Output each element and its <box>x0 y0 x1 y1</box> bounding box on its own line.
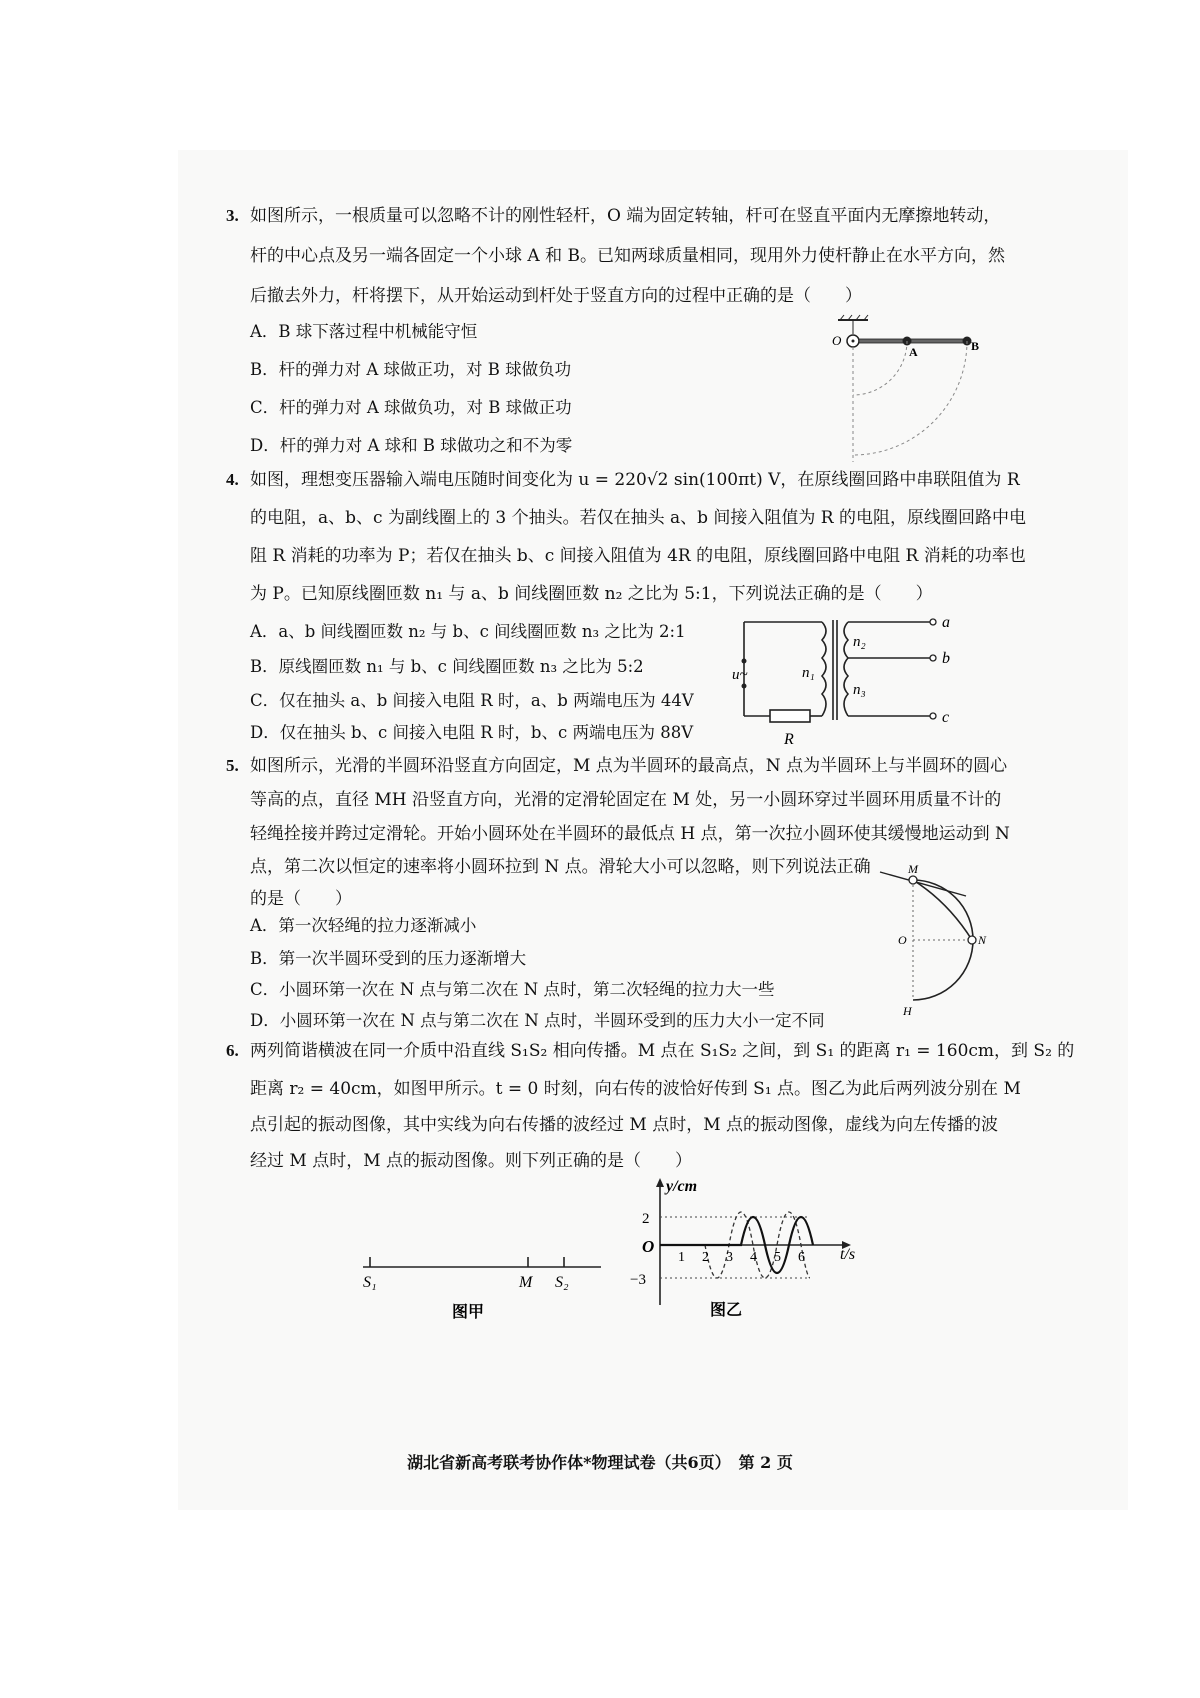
label-b: B <box>971 339 980 353</box>
q3-rod-figure <box>820 312 990 472</box>
label-h: H <box>903 1004 912 1018</box>
stem-line: 如图，理想变压器输入端电压随时间变化为 u = 220√2 sin(100πt) V，在原线圈回路中串联阻值为 R <box>250 470 1020 490</box>
option-b: B．杆的弹力对 A 球做正功，对 B 球做负功 <box>250 360 572 379</box>
x-axis-label: t/s <box>840 1246 856 1263</box>
y-tick-2: 2 <box>642 1211 650 1227</box>
label-a: a <box>942 614 950 631</box>
label-u: u~ <box>732 667 748 683</box>
stem-line: 点引起的振动图像，其中实线为向右传播的波经过 M 点时，M 点的振动图像，虚线为向左传播的波 <box>250 1115 999 1135</box>
caption-jia: 图甲 <box>452 1304 485 1321</box>
origin-label: O <box>642 1237 655 1256</box>
option-b: B．原线圈匝数 n₁ 与 b、c 间线圈匝数 n₃ 之比为 5:2 <box>250 657 644 676</box>
question-number: 3. <box>226 206 239 225</box>
x-tick-2: 2 <box>702 1250 709 1265</box>
label-m: M <box>519 1274 533 1291</box>
stem-line: 经过 M 点时，M 点的振动图像。则下列正确的是（ ） <box>250 1151 693 1171</box>
stem-line: 等高的点，直径 MH 沿竖直方向，光滑的定滑轮固定在 M 处，另一小圆环穿过半圆环用质量不计的 <box>250 790 1002 810</box>
option-d: D．杆的弹力对 A 球和 B 球做功之和不为零 <box>250 436 573 455</box>
label-r: R <box>784 731 794 746</box>
label-c: c <box>942 709 950 726</box>
label-s2: S₂ <box>555 1274 569 1291</box>
x-tick-6: 6 <box>798 1250 805 1265</box>
question-number: 6. <box>226 1041 239 1060</box>
x-tick-5: 5 <box>774 1250 781 1265</box>
label-n3: n₃ <box>853 682 866 698</box>
question-number: 4. <box>226 470 239 489</box>
option-a: A．a、b 间线圈匝数 n₂ 与 b、c 间线圈匝数 n₃ 之比为 2:1 <box>250 622 686 641</box>
stem-line: 两列简谐横波在同一介质中沿直线 S₁S₂ 相向传播。M 点在 S₁S₂ 之间，到 S₁ 的距离 r₁ = 160cm，到 S₂ 的 <box>250 1041 1075 1061</box>
stem-line: 如图所示，光滑的半圆环沿竖直方向固定，M 点为半圆环的最高点，N 点为半圆环上与半圆环的圆心 <box>250 756 1008 776</box>
option-c: C．仅在抽头 a、b 间接入电阻 R 时，a、b 两端电压为 44V <box>250 691 694 710</box>
stem-line: 阻 R 消耗的功率为 P；若仅在抽头 b、c 间接入阻值为 4R 的电阻，原线圈回路中电阻 R 消耗的功率也 <box>250 546 1026 566</box>
stem-line: 为 P。已知原线圈匝数 n₁ 与 a、b 间线圈匝数 n₂ 之比为 5:1，下列说法正确的是（ ） <box>250 584 933 604</box>
label-s1: S₁ <box>363 1274 377 1291</box>
label-m: M <box>908 862 918 876</box>
label-n1: n₁ <box>802 665 815 681</box>
label-b: b <box>942 650 950 667</box>
q6-figure-jia <box>355 1245 615 1325</box>
x-tick-3: 3 <box>726 1250 733 1265</box>
option-d: D．仅在抽头 b、c 间接入电阻 R 时，b、c 两端电压为 88V <box>250 723 694 742</box>
option-a: A．B 球下落过程中机械能守恒 <box>250 322 478 341</box>
label-n2: n₂ <box>853 634 866 650</box>
question-number: 5. <box>226 756 239 775</box>
label-o: O <box>898 933 907 947</box>
y-axis-label: y/cm <box>666 1178 698 1195</box>
x-tick-1: 1 <box>678 1250 685 1265</box>
option-c: C．小圆环第一次在 N 点与第二次在 N 点时，第二次轻绳的拉力大一些 <box>250 980 775 999</box>
y-tick-neg3: −3 <box>630 1272 646 1288</box>
stem-line: 的是（ ） <box>250 889 352 909</box>
option-d: D．小圆环第一次在 N 点与第二次在 N 点时，半圆环受到的压力大小一定不同 <box>250 1011 825 1030</box>
x-tick-4: 4 <box>750 1250 757 1265</box>
option-b: B．第一次半圆环受到的压力逐渐增大 <box>250 949 527 968</box>
q6-figure-yi <box>620 1175 870 1320</box>
stem-line: 如图所示，一根质量可以忽略不计的刚性轻杆，O 端为固定转轴，杆可在竖直平面内无摩擦地转动， <box>250 206 1001 226</box>
q4-transformer-figure <box>730 606 970 746</box>
page-footer: 湖北省新高考联考协作体*物理试卷（共6页） 第 2 页 <box>407 1453 793 1472</box>
stem-line: 距离 r₂ = 40cm，如图甲所示。t = 0 时刻，向右传的波恰好传到 S₁ 点。图乙为此后两列波分别在 M <box>250 1079 1021 1099</box>
caption-yi: 图乙 <box>710 1302 743 1319</box>
label-o: O <box>832 333 842 348</box>
option-c: C．杆的弹力对 A 球做负功，对 B 球做正功 <box>250 398 572 417</box>
q5-semicircle-figure <box>870 860 990 1020</box>
stem-line: 杆的中心点及另一端各固定一个小球 A 和 B。已知两球质量相同，现用外力使杆静止在水平方向，然 <box>250 246 1005 266</box>
label-a: A <box>909 345 918 359</box>
stem-line: 的电阻，a、b、c 为副线圈上的 3 个抽头。若仅在抽头 a、b 间接入阻值为 R 的电阻，原线圈回路中电 <box>250 508 1026 528</box>
stem-line: 后撤去外力，杆将摆下，从开始运动到杆处于竖直方向的过程中正确的是（ ） <box>250 286 862 306</box>
stem-line: 点，第二次以恒定的速率将小圆环拉到 N 点。滑轮大小可以忽略，则下列说法正确 <box>250 857 871 877</box>
label-n: N <box>978 933 987 947</box>
option-a: A．第一次轻绳的拉力逐渐减小 <box>250 916 477 935</box>
stem-line: 轻绳拴接并跨过定滑轮。开始小圆环处在半圆环的最低点 H 点，第一次拉小圆环使其缓慢地运动到 N <box>250 824 1010 844</box>
